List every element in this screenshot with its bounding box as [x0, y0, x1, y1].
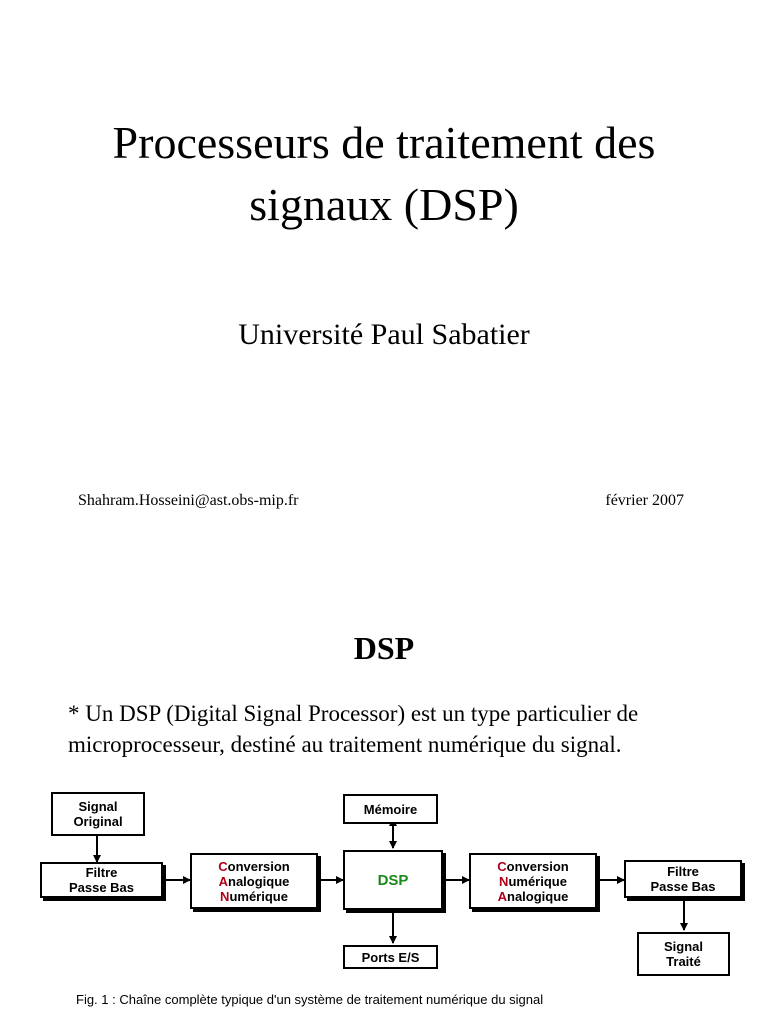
can-rest-2: nalogique: [228, 873, 290, 889]
cna-rest-3: nalogique: [507, 888, 569, 904]
can-rest-1: onversion: [227, 858, 290, 874]
university-name: Université Paul Sabatier: [238, 318, 530, 351]
slide-title-line2: signaux (DSP): [249, 179, 519, 230]
signal-original-line1: Signal: [78, 799, 118, 814]
box-signal-traite: [637, 932, 730, 976]
signal-traite-line2: Traité: [666, 954, 701, 969]
author-email: Shahram.Hosseini@ast.obs-mip.fr: [78, 492, 299, 509]
slide-title-line1: Processeurs de traitement des: [112, 117, 656, 168]
can-rest-3: umérique: [229, 888, 288, 904]
figure-caption: Fig. 1 : Chaîne complète typique d'un système de traitement numérique du signal: [76, 992, 544, 1007]
cna-letter-c: C: [497, 858, 507, 874]
dsp-slide: [0, 580, 768, 1024]
filter-output-line1: Filtre: [667, 864, 699, 879]
presentation-date: février 2007: [605, 492, 684, 509]
box-filter-output: [624, 860, 742, 898]
memory-label: Mémoire: [363, 801, 418, 817]
box-filter-input: [40, 862, 163, 898]
dsp-box-label: DSP: [377, 871, 409, 889]
filter-input-line1: Filtre: [85, 865, 118, 880]
dsp-slide-title: DSP: [353, 630, 415, 666]
ports-label: Ports E/S: [361, 949, 420, 965]
can-letter-n: N: [220, 888, 230, 904]
slide-title: [0, 112, 768, 236]
signal-original-line2: Original: [73, 814, 123, 829]
box-can: [190, 853, 318, 909]
filter-output-line2: Passe Bas: [650, 879, 716, 894]
cna-letter-a: A: [497, 888, 507, 904]
dsp-definition-line1: * Un DSP (Digital Signal Processor) est un type particulier de: [68, 701, 639, 726]
cna-letter-n: N: [499, 873, 509, 889]
box-ports: [343, 945, 438, 969]
can-letter-c: C: [218, 858, 228, 874]
box-memory: [343, 794, 438, 824]
box-cna: [469, 853, 597, 909]
filter-input-line2: Passe Bas: [68, 880, 135, 895]
dsp-definition-line2: microprocesseur, destiné au traitement numérique du signal.: [68, 732, 622, 757]
box-signal-original: [51, 792, 145, 836]
signal-traite-line1: Signal: [663, 939, 703, 954]
cna-rest-1: onversion: [506, 858, 569, 874]
cna-rest-2: umérique: [508, 873, 567, 889]
box-dsp: [343, 850, 443, 910]
can-letter-a: A: [218, 873, 228, 889]
